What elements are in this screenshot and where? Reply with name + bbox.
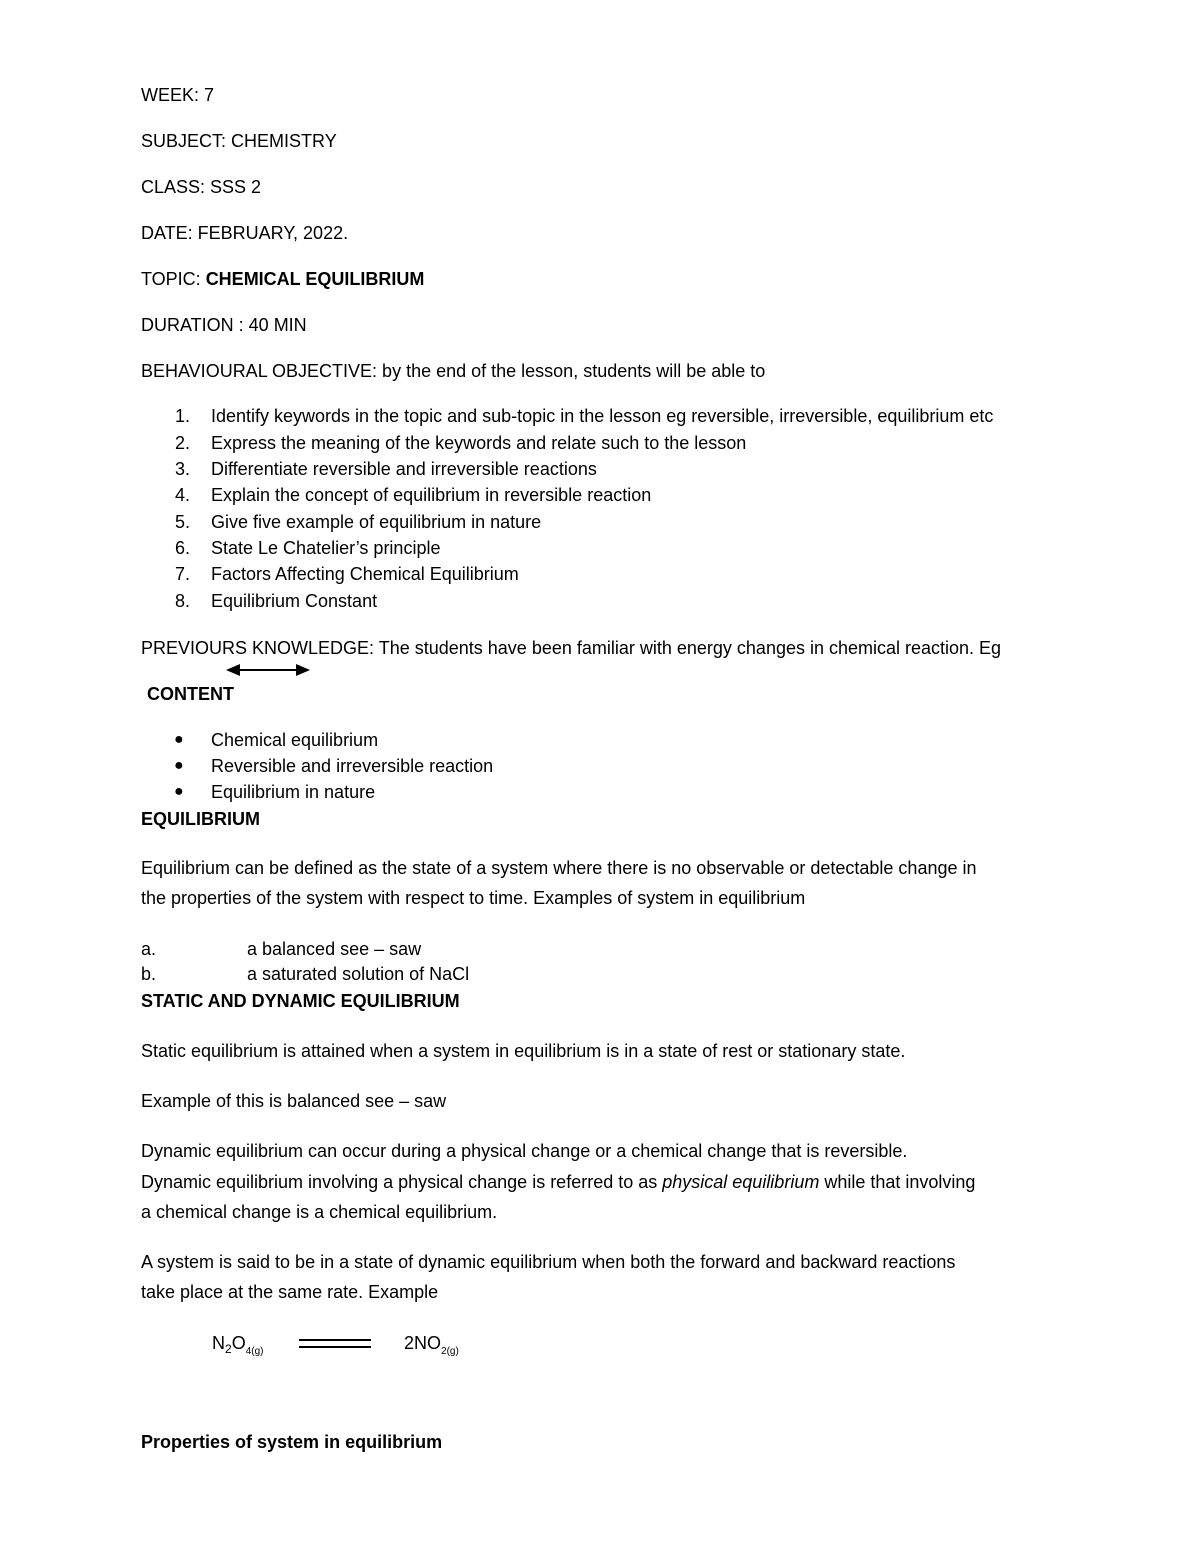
equilibrium-sign-bottom — [299, 1346, 371, 1348]
physical-equilibrium-term: physical equilibrium — [662, 1172, 820, 1192]
double-arrow-icon — [226, 662, 310, 678]
objective-item: Give five example of equilibrium in nature — [211, 512, 542, 532]
objective-item: Equilibrium Constant — [211, 591, 378, 611]
static-dynamic-heading: STATIC AND DYNAMIC EQUILIBRIUM — [141, 991, 460, 1011]
objective-number: 4. — [175, 485, 191, 505]
example-item: a saturated solution of NaCl — [247, 964, 470, 984]
equilibrium-sign-top — [299, 1339, 371, 1341]
equilibrium-heading: EQUILIBRIUM — [141, 809, 260, 829]
objective-item: Express the meaning of the keywords and relate such to the lesson — [211, 433, 747, 453]
objective-number: 3. — [175, 459, 191, 479]
bullet-icon: ● — [174, 757, 184, 774]
objective-number: 5. — [175, 512, 191, 532]
rate-line2: take place at the same rate. Example — [141, 1282, 439, 1302]
bullet-icon: ● — [174, 731, 184, 748]
topic-value: CHEMICAL EQUILIBRIUM — [205, 269, 425, 289]
equilibrium-def-line1: Equilibrium can be defined as the state of a system where there is no observable or detectable change in — [141, 858, 977, 878]
dynamic-line2 — [141, 1171, 975, 1193]
week-line: WEEK: 7 — [141, 85, 215, 105]
objective-item: Differentiate reversible and irreversible reactions — [211, 459, 597, 479]
content-bullet-item: Reversible and irreversible reaction — [211, 756, 494, 776]
previous-knowledge: PREVIOURS KNOWLEDGE: The students have been familiar with energy changes in chemical reaction. Eg — [141, 638, 1002, 658]
dynamic-line3: a chemical change is a chemical equilibrium. — [141, 1202, 498, 1222]
equation-right-sub: 2(g) — [441, 1346, 459, 1357]
example-item: a balanced see – saw — [247, 939, 422, 959]
objective-intro: BEHAVIOURAL OBJECTIVE: by the end of the lesson, students will be able to — [141, 361, 766, 381]
objective-number: 7. — [175, 564, 191, 584]
class-line: CLASS: SSS 2 — [141, 177, 262, 197]
example-label: a. — [141, 939, 157, 959]
equation-left-o: O — [231, 1333, 246, 1353]
static-example: Example of this is balanced see – saw — [141, 1091, 447, 1111]
equation-right-species: 2NO — [404, 1333, 442, 1353]
objective-number: 2. — [175, 433, 191, 453]
content-bullet-item: Equilibrium in nature — [211, 782, 376, 802]
objective-item: Identify keywords in the topic and sub-topic in the lesson eg reversible, irreversible, equilibrium etc — [211, 406, 994, 426]
objective-item: State Le Chatelier’s principle — [211, 538, 441, 558]
dynamic-line2-end: while that involving — [819, 1172, 976, 1192]
properties-heading: Properties of system in equilibrium — [141, 1432, 443, 1452]
dynamic-line2-start: Dynamic equilibrium involving a physical change is referred to as — [141, 1172, 663, 1192]
date-line: DATE: FEBRUARY, 2022. — [141, 223, 349, 243]
topic-label: TOPIC: — [141, 269, 206, 289]
topic-line — [141, 268, 424, 290]
equation-left-o-sub: 4(g) — [245, 1346, 264, 1357]
objective-number: 6. — [175, 538, 191, 558]
subject-line: SUBJECT: CHEMISTRY — [141, 131, 337, 151]
equation-left-n: N — [212, 1333, 225, 1353]
objective-item: Factors Affecting Chemical Equilibrium — [211, 564, 519, 584]
equation-left — [212, 1332, 264, 1363]
equilibrium-def-line2: the properties of the system with respect to time. Examples of system in equilibrium — [141, 888, 806, 908]
equation-left-n-sub: 2 — [225, 1342, 232, 1356]
content-bullet-item: Chemical equilibrium — [211, 730, 379, 750]
objective-number: 1. — [175, 406, 191, 426]
example-label: b. — [141, 964, 157, 984]
duration-line: DURATION : 40 MIN — [141, 315, 307, 335]
dynamic-line1: Dynamic equilibrium can occur during a physical change or a chemical change that is reversible. — [141, 1141, 908, 1161]
static-definition: Static equilibrium is attained when a system in equilibrium is in a state of rest or stationary state. — [141, 1041, 906, 1061]
equation-right — [404, 1332, 459, 1363]
objective-number: 8. — [175, 591, 191, 611]
rate-line1: A system is said to be in a state of dynamic equilibrium when both the forward and backward reactions — [141, 1252, 956, 1272]
bullet-icon: ● — [174, 783, 184, 800]
objective-item: Explain the concept of equilibrium in reversible reaction — [211, 485, 652, 505]
content-heading: CONTENT — [147, 684, 234, 704]
